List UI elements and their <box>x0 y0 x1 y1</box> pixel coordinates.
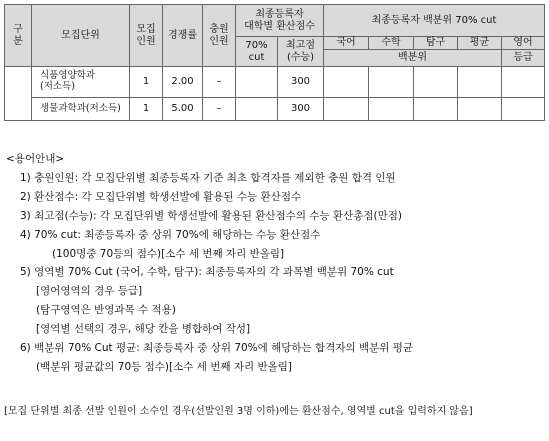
header-korean: 국어 <box>324 37 369 50</box>
unit-cell: 식품영양학과 (저소득) <box>32 67 130 98</box>
header-grade: 등급 <box>502 50 545 67</box>
average-cell <box>458 98 502 121</box>
note-line: [영어영역의 경우 등급] <box>36 285 143 298</box>
footer-note: [모집 단위별 최종 선발 인원이 소수인 경우(선발인원 3명 이하)에는 환산점수, 영역별 cut을 입력하지 않음] <box>4 406 473 417</box>
note-line: 4) 70% cut: 최종등록자 중 상위 70%에 해당하는 수능 환산점수 <box>20 228 321 241</box>
header-ratio: 경쟁률 <box>163 5 203 67</box>
header-min-score: 최고점 (수능) <box>278 37 324 67</box>
note-line: (100명중 70등의 점수)[소수 세 번째 자리 반올림] <box>52 247 285 260</box>
header-cut70: 70% cut <box>236 37 278 67</box>
korean-cell <box>324 98 369 121</box>
additional-cell: – <box>203 67 236 98</box>
cut70-cell <box>236 98 278 121</box>
note-line: [영역별 선택의 경우, 해당 칸을 병합하여 작성] <box>36 323 251 336</box>
note-line: 2) 환산점수: 각 모집단위별 학생선발에 활용된 수능 환산점수 <box>20 190 302 203</box>
note-line: 1) 충원인원: 각 모집단위별 최종등록자 기준 최초 합격자를 제외한 충원 합격 인원 <box>20 171 396 184</box>
note-line: 5) 영역별 70% Cut (국어, 수학, 탐구): 최종등록자의 각 과목별 백분위 70% cut <box>20 266 394 279</box>
note-line: (백분위 평균값의 70등 점수)[소수 세 번째 자리 반올림] <box>36 360 292 373</box>
header-english: 영어 <box>502 37 545 50</box>
min-score-cell: 300 <box>278 98 324 121</box>
gubun-cell <box>5 67 32 121</box>
header-unit: 모집단위 <box>32 5 130 67</box>
table-row <box>5 98 545 121</box>
table-row <box>5 67 545 98</box>
header-percentile: 백분위 <box>324 50 502 67</box>
header-quota: 모집 인원 <box>130 5 163 67</box>
average-cell <box>458 67 502 98</box>
terms-guide <box>6 150 546 377</box>
header-average: 평균 <box>458 37 502 50</box>
terms-heading: <용어안내> <box>6 153 65 165</box>
korean-cell <box>324 67 369 98</box>
inquiry-cell <box>414 67 458 98</box>
min-score-cell: 300 <box>278 67 324 98</box>
inquiry-cell <box>414 98 458 121</box>
header-math: 수학 <box>369 37 414 50</box>
quota-cell: 1 <box>130 67 163 98</box>
math-cell <box>369 67 414 98</box>
quota-cell: 1 <box>130 98 163 121</box>
additional-cell: – <box>203 98 236 121</box>
header-percentile-group: 최종등록자 백분위 70% cut <box>324 5 545 37</box>
header-inquiry: 탐구 <box>414 37 458 50</box>
cut70-cell <box>236 67 278 98</box>
math-cell <box>369 98 414 121</box>
note-line: 3) 최고점(수능): 각 모집단위별 학생선발에 활용된 환산점수의 수능 환산총점(만점) <box>20 209 402 222</box>
english-cell <box>502 98 545 121</box>
header-final-score-group: 최종등록자 대학별 환산점수 <box>236 5 324 37</box>
ratio-cell: 2.00 <box>163 67 203 98</box>
header-gubun: 구 분 <box>5 5 32 67</box>
unit-cell: 생물과학과(저소득) <box>32 98 130 121</box>
admission-results-table <box>4 4 545 121</box>
ratio-cell: 5.00 <box>163 98 203 121</box>
header-additional: 충원 인원 <box>203 5 236 67</box>
note-line: (탐구영역은 반영과목 수 적용) <box>36 304 176 317</box>
english-cell <box>502 67 545 98</box>
note-line: 6) 백분위 70% Cut 평균: 최종등록자 중 상위 70%에 해당하는 합격자의 백분위 평균 <box>20 342 414 355</box>
